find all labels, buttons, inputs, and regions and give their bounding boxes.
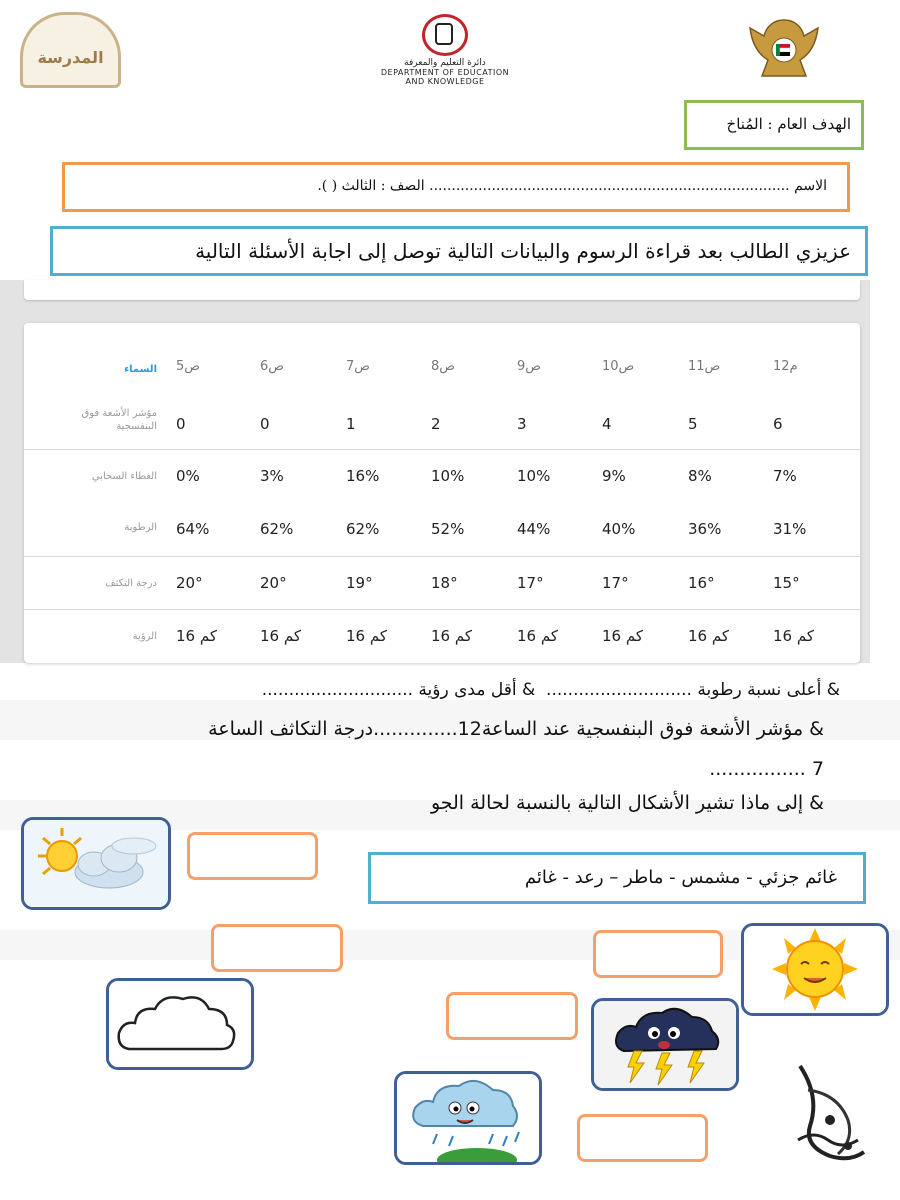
general-goal: الهدف العام : المُناخ <box>684 100 864 150</box>
table-cell: 3% <box>260 467 284 485</box>
uv-label: مؤشر الأشعة فوق البنفسجية <box>81 408 157 432</box>
table-cell: 7% <box>773 467 797 485</box>
answer-box-thunder[interactable] <box>446 992 578 1040</box>
table-cell: 15° <box>773 574 800 592</box>
table-cell: 0% <box>176 467 200 485</box>
weather-table-panel <box>0 280 870 663</box>
table-cell: 16 كم <box>688 627 729 645</box>
table-cell: 9% <box>602 467 626 485</box>
table-cell: 62% <box>260 520 294 538</box>
table-cell: 16 كم <box>773 627 814 645</box>
table-cell: 3 <box>517 415 527 433</box>
weather-header-row <box>24 353 860 383</box>
table-cell: 64% <box>176 520 210 538</box>
table-cell: 4 <box>602 415 612 433</box>
cloud-cover-row <box>24 449 860 503</box>
uv-row <box>24 395 860 449</box>
dew-point-row <box>24 556 860 610</box>
student-name-line: الاسم ................................................................................. الصف : الثالث ( ). <box>62 162 850 212</box>
rainy-icon <box>394 1071 542 1165</box>
table-cell: 8% <box>688 467 712 485</box>
table-cell: 0 <box>176 415 186 433</box>
table-cell: 20° <box>176 574 203 592</box>
cloud-cover-label: الغطاء السحابي <box>91 471 157 482</box>
table-cell: 17° <box>517 574 544 592</box>
partly-cloudy-icon <box>21 817 171 910</box>
table-cell: 44% <box>517 520 551 538</box>
hour-9: 9ص <box>517 359 541 374</box>
answer-options: غائم جزئي - مشمس - ماطر – رعد - غائم <box>368 852 866 904</box>
table-cell: 18° <box>431 574 458 592</box>
table-cell: 40% <box>602 520 636 538</box>
hour-7: 7ص <box>346 359 370 374</box>
table-cell: 10% <box>431 467 465 485</box>
sky-label: السماء <box>124 364 157 375</box>
table-cell: 5 <box>688 415 698 433</box>
hour-6: 6ص <box>260 359 284 374</box>
table-cell: 16 كم <box>176 627 217 645</box>
question-1-b: & أقل مدى رؤية ............................ <box>261 680 536 700</box>
table-cell: 16 كم <box>260 627 301 645</box>
question-3: & إلى ماذا تشير الأشكال التالية بالنسبة لحالة الجو <box>430 792 824 814</box>
answer-box-sunny[interactable] <box>593 930 723 978</box>
department-name-ar: دائرة التعليم والمعرفة <box>404 58 486 68</box>
table-cell: 16 كم <box>602 627 643 645</box>
department-name-en-2: AND KNOWLEDGE <box>405 77 485 86</box>
thunder-icon <box>591 998 739 1091</box>
department-seal-icon <box>422 14 468 56</box>
table-cell: 16° <box>688 574 715 592</box>
table-cell: 2 <box>431 415 441 433</box>
table-cell: 52% <box>431 520 465 538</box>
sunny-icon <box>741 923 889 1016</box>
question-1 <box>70 680 840 700</box>
weather-table <box>24 323 860 663</box>
table-cell: 10% <box>517 467 551 485</box>
hour-8: 8ص <box>431 359 455 374</box>
uae-emblem-icon <box>742 14 826 82</box>
department-name-en-1: DEPARTMENT OF EDUCATION <box>380 68 510 77</box>
table-cell: 16 كم <box>431 627 472 645</box>
visibility-label: الرؤية <box>132 631 157 642</box>
hour-11: 11ص <box>688 359 721 374</box>
question-2-line-1: & مؤشر الأشعة فوق البنفسجية عند الساعة12..............درجة التكاثف الساعة <box>208 718 824 740</box>
table-cell: 16 كم <box>517 627 558 645</box>
table-cell: 0 <box>260 415 270 433</box>
department-logo <box>360 14 530 84</box>
table-cell: 19° <box>346 574 373 592</box>
visibility-row <box>24 609 860 663</box>
answer-box-partly-cloudy[interactable] <box>187 832 318 880</box>
school-logo <box>20 12 121 88</box>
table-cell: 1 <box>346 415 356 433</box>
table-cell: 16 كم <box>346 627 387 645</box>
table-cell: 36% <box>688 520 722 538</box>
answer-box-rainy[interactable] <box>577 1114 708 1162</box>
cloudy-icon <box>106 978 254 1070</box>
humidity-row <box>24 502 860 555</box>
hour-10: 10ص <box>602 359 635 374</box>
calligraphy-decoration-icon <box>790 1060 870 1170</box>
table-cell: 62% <box>346 520 380 538</box>
table-cell: 6 <box>773 415 783 433</box>
hour-12: 12م <box>773 359 798 374</box>
question-2-line-2: 7 ................ <box>709 758 824 780</box>
dew-point-label: درجة التكثف <box>105 578 157 589</box>
table-cell: 20° <box>260 574 287 592</box>
weather-top-card <box>24 280 860 300</box>
table-cell: 31% <box>773 520 807 538</box>
school-logo-text: المدرسة <box>37 48 104 67</box>
instruction-text: عزيزي الطالب بعد قراءة الرسوم والبيانات التالية توصل إلى اجابة الأسئلة التالية <box>50 226 868 276</box>
answer-box-cloudy[interactable] <box>211 924 343 972</box>
question-1-a: & أعلى نسبة رطوبة ........................... <box>546 680 840 700</box>
hour-5: 5ص <box>176 359 200 374</box>
humidity-label: الرطوبة <box>124 522 157 533</box>
table-cell: 17° <box>602 574 629 592</box>
table-cell: 16% <box>346 467 380 485</box>
